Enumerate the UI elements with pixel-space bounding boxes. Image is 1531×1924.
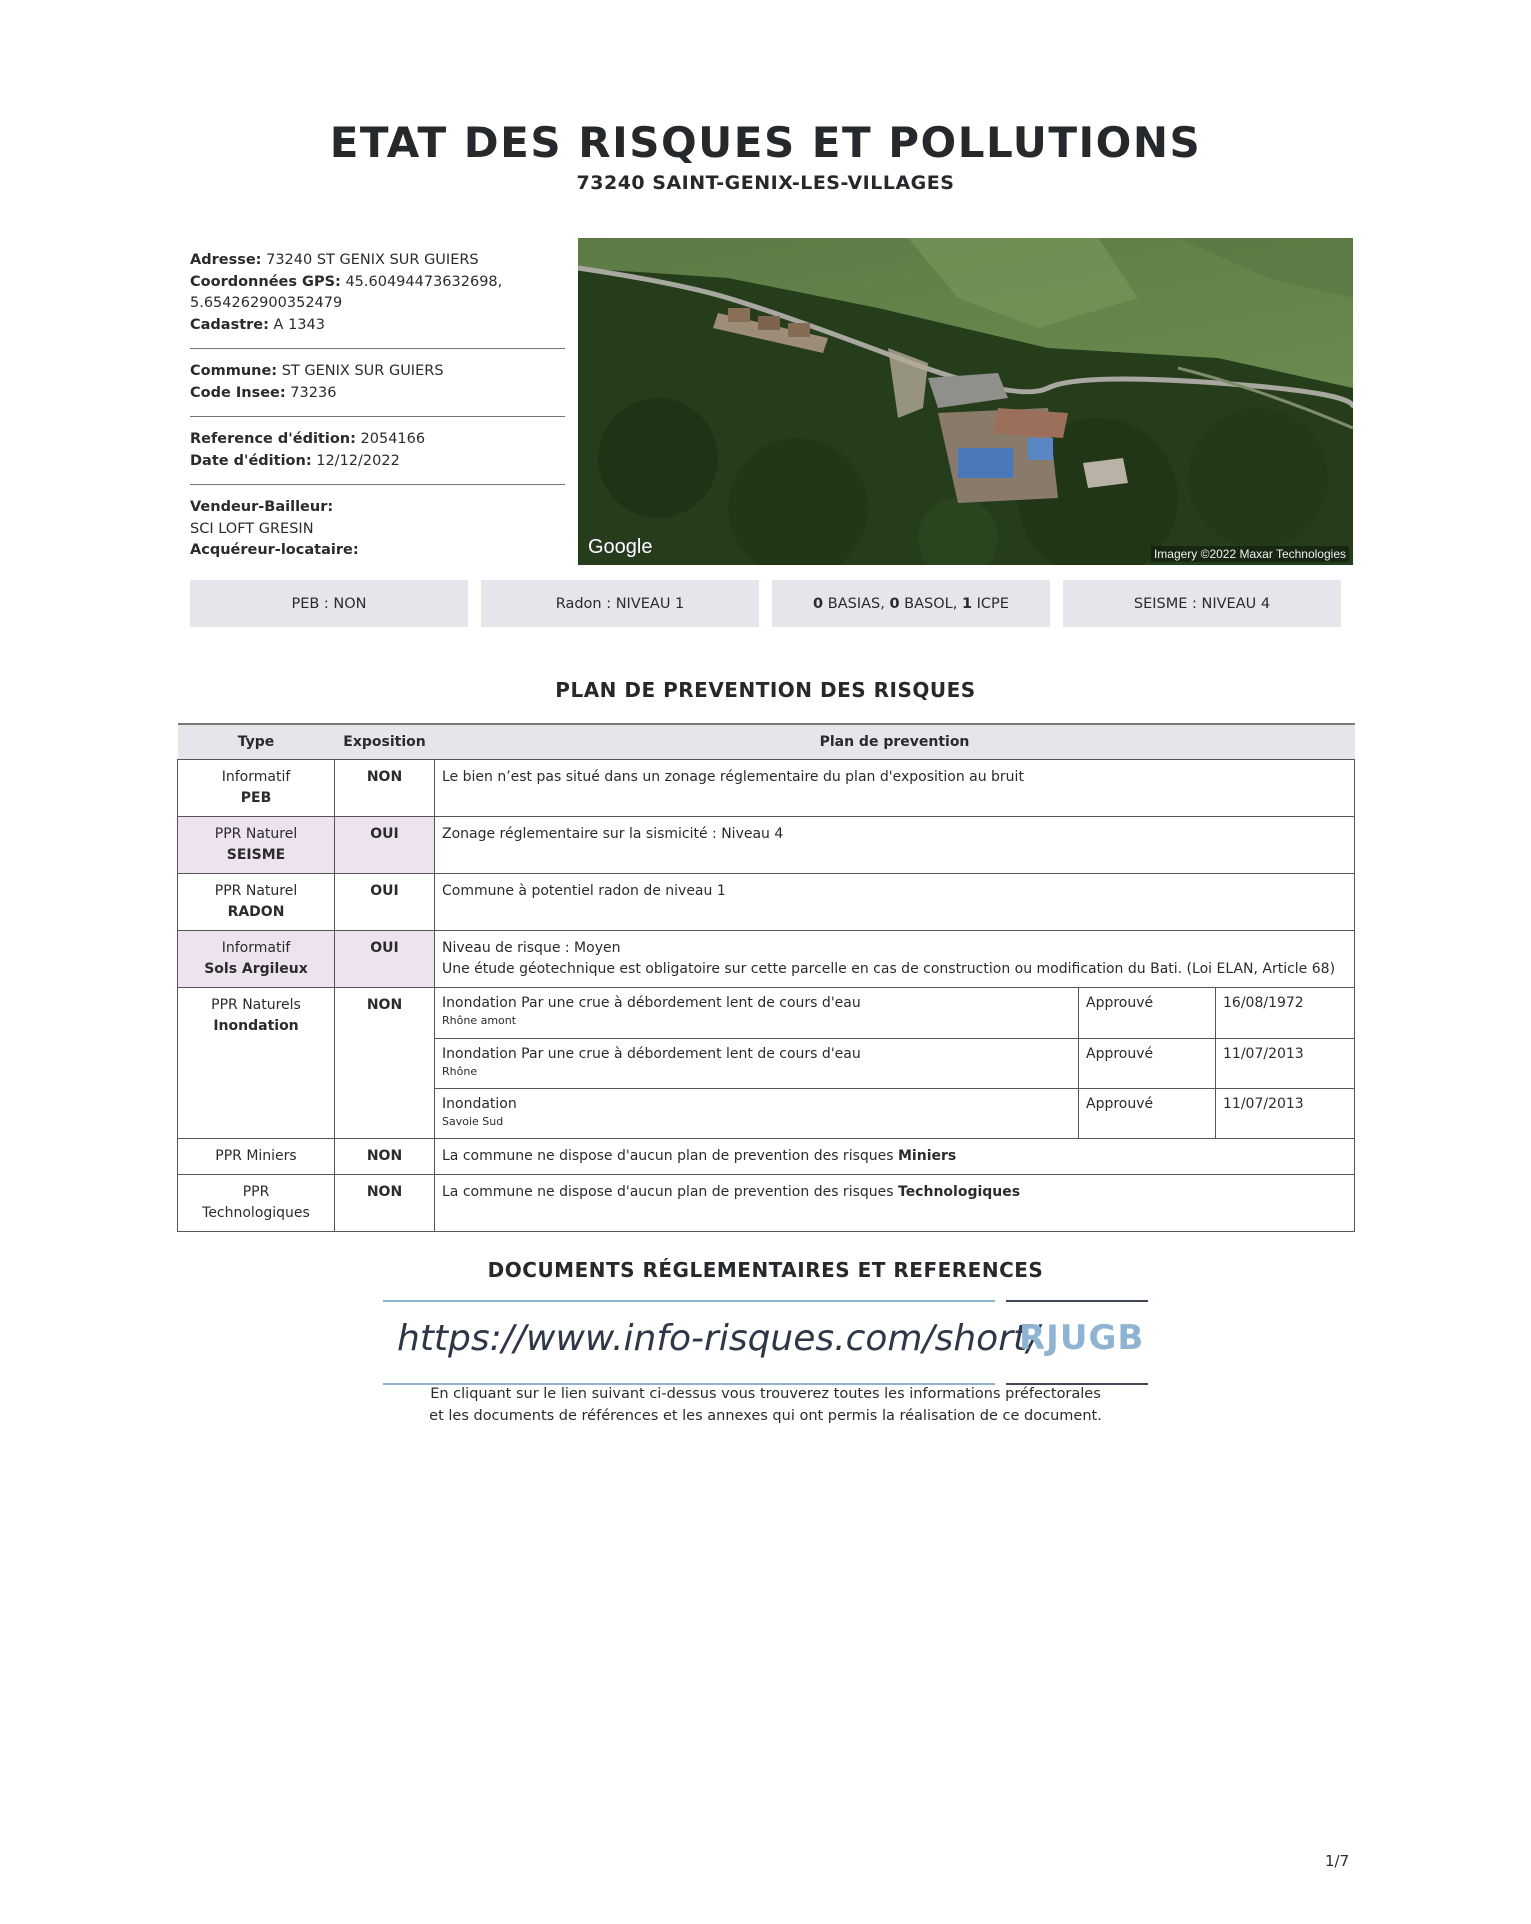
expo-cell: NON bbox=[335, 760, 435, 817]
divider bbox=[383, 1300, 995, 1302]
vendeur-label: Vendeur-Bailleur: bbox=[190, 499, 334, 515]
commune-group bbox=[190, 361, 565, 416]
type-name: RADON bbox=[227, 904, 285, 920]
sub-row bbox=[435, 988, 1354, 1038]
type-label: PPR Naturel bbox=[214, 883, 298, 899]
pollution-badge bbox=[772, 580, 1050, 627]
seisme-badge: SEISME : NIVEAU 4 bbox=[1063, 580, 1341, 627]
commune-line bbox=[190, 361, 565, 383]
date-value: 12/12/2022 bbox=[316, 452, 400, 469]
type-cell bbox=[178, 874, 335, 931]
adresse-value: 73240 ST GENIX SUR GUIERS bbox=[266, 252, 479, 268]
basias-count: 0 bbox=[813, 595, 824, 612]
gps-line bbox=[190, 272, 565, 294]
risk-level: Niveau de risque : Moyen bbox=[442, 940, 621, 956]
insee-line bbox=[190, 383, 565, 405]
plan-date: 16/08/1972 bbox=[1216, 988, 1355, 1038]
plan-text: La commune ne dispose d'aucun plan de prevention des risques bbox=[442, 1148, 898, 1164]
adresse-label: Adresse: bbox=[190, 252, 262, 268]
table-row bbox=[178, 988, 1355, 1139]
plan-cell: Zonage réglementaire sur la sismicité : Niveau 4 bbox=[435, 817, 1355, 874]
plan-subtitle: Rhône bbox=[442, 1064, 478, 1078]
plan-text: La commune ne dispose d'aucun plan de prevention des risques bbox=[442, 1184, 898, 1200]
cadastre-value: A 1343 bbox=[273, 316, 325, 333]
map-imagery bbox=[578, 238, 1353, 565]
peb-badge: PEB : NON bbox=[190, 580, 468, 627]
cadastre-label: Cadastre: bbox=[190, 316, 269, 333]
divider bbox=[1006, 1300, 1148, 1302]
edition-group bbox=[190, 429, 565, 484]
table-row bbox=[178, 874, 1355, 931]
page-title: ETAT DES RISQUES ET POLLUTIONS bbox=[329, 118, 1202, 167]
expo-cell: OUI bbox=[335, 931, 435, 988]
plan-title-text: Inondation bbox=[442, 1095, 517, 1112]
sub-row bbox=[435, 1038, 1354, 1088]
plan-text-bold: Miniers bbox=[898, 1148, 957, 1164]
plan-subtitle: Savoie Sud bbox=[442, 1114, 504, 1128]
type-cell bbox=[178, 988, 335, 1139]
ppr-section-title: PLAN DE PREVENTION DES RISQUES bbox=[555, 678, 976, 702]
plan-date: 11/07/2013 bbox=[1216, 1088, 1355, 1138]
type-name: Inondation bbox=[213, 1018, 299, 1034]
header-type: Type bbox=[178, 724, 335, 760]
ref-value: 2054166 bbox=[360, 431, 426, 447]
plan-status: Approuvé bbox=[1079, 1038, 1216, 1088]
type-label: Informatif bbox=[221, 940, 291, 956]
basol-count: 0 bbox=[889, 595, 900, 612]
cadastre-line bbox=[190, 315, 565, 337]
commune-value: ST GENIX SUR GUIERS bbox=[281, 363, 444, 379]
location-group bbox=[190, 250, 565, 348]
ppr-table bbox=[177, 723, 1355, 1232]
plan-subtitle: Rhône amont bbox=[442, 1014, 517, 1027]
divider bbox=[190, 348, 565, 349]
plan-cell bbox=[435, 1175, 1355, 1232]
plan-title bbox=[435, 1038, 1079, 1088]
plan-status: Approuvé bbox=[1079, 988, 1216, 1038]
expo-cell: OUI bbox=[335, 874, 435, 931]
acquereur-label: Acquéreur-locataire: bbox=[190, 542, 359, 558]
commune-label: Commune: bbox=[190, 363, 278, 379]
plan-title bbox=[435, 1088, 1079, 1138]
reference-note bbox=[0, 1384, 1531, 1427]
header-plan: Plan de prevention bbox=[435, 724, 1355, 760]
page-number: 1/7 bbox=[1325, 1852, 1350, 1870]
gps-line-2: 5.654262900352479 bbox=[190, 295, 343, 311]
inondation-subtable bbox=[435, 988, 1354, 1138]
divider bbox=[190, 416, 565, 417]
plan-date: 11/07/2013 bbox=[1216, 1038, 1355, 1088]
reference-code[interactable]: RJUGB bbox=[1019, 1318, 1145, 1358]
type-label: PPR Naturels bbox=[211, 997, 301, 1013]
plan-title-text: Inondation Par une crue à débordement lent de cours d'eau bbox=[442, 1045, 861, 1062]
reference-link[interactable] bbox=[383, 1300, 1148, 1385]
satellite-map[interactable] bbox=[578, 238, 1353, 565]
icpe-count: 1 bbox=[961, 595, 973, 612]
insee-value: 73236 bbox=[290, 384, 337, 401]
date-label: Date d'édition: bbox=[190, 452, 312, 469]
page-subtitle: 73240 SAINT-GENIX-LES-VILLAGES bbox=[576, 172, 955, 194]
note-line: En cliquant sur le lien suivant ci-dessus vous trouverez toutes les informations préfectorales bbox=[430, 1386, 1101, 1402]
gps-label: Coordonnées GPS: bbox=[190, 273, 341, 290]
radon-badge: Radon : NIVEAU 1 bbox=[481, 580, 759, 627]
table-row bbox=[178, 931, 1355, 988]
ref-line bbox=[190, 429, 565, 451]
type-name: Sols Argileux bbox=[204, 961, 308, 977]
type-label: PPR bbox=[242, 1184, 270, 1200]
plan-cell: Le bien n’est pas situé dans un zonage réglementaire du plan d'exposition au bruit bbox=[435, 760, 1355, 817]
table-row bbox=[178, 1175, 1355, 1232]
plan-cell: Commune à potentiel radon de niveau 1 bbox=[435, 874, 1355, 931]
gps-value-1: 45.60494473632698, bbox=[345, 273, 503, 290]
risk-note: Une étude géotechnique est obligatoire sur cette parcelle en cas de construction ou modification du Bati. (Loi ELAN, Article 68) bbox=[442, 961, 1336, 977]
table-row bbox=[178, 1139, 1355, 1175]
plan-cell bbox=[435, 1139, 1355, 1175]
plan-cell bbox=[435, 931, 1355, 988]
type-cell bbox=[178, 1175, 335, 1232]
type-cell bbox=[178, 760, 335, 817]
imagery-credit: Imagery ©2022 Maxar Technologies bbox=[1151, 546, 1349, 562]
table-row bbox=[178, 760, 1355, 817]
plan-cell bbox=[435, 988, 1355, 1139]
divider bbox=[190, 484, 565, 485]
expo-cell: OUI bbox=[335, 817, 435, 874]
type-cell bbox=[178, 817, 335, 874]
expo-cell: NON bbox=[335, 1139, 435, 1175]
plan-title-text: Inondation Par une crue à débordement lent de cours d'eau bbox=[442, 995, 861, 1011]
basol-label: BASOL, bbox=[899, 595, 962, 612]
plan-text-bold: Technologiques bbox=[898, 1184, 1021, 1200]
docs-section-title: DOCUMENTS RÉGLEMENTAIRES ET REFERENCES bbox=[487, 1258, 1044, 1282]
summary-badges bbox=[190, 580, 1342, 627]
note-line: et les documents de références et les annexes qui ont permis la réalisation de ce document. bbox=[429, 1407, 1102, 1424]
type-name: PEB bbox=[240, 790, 272, 806]
type-name: Technologiques bbox=[202, 1205, 310, 1221]
expo-cell: NON bbox=[335, 1175, 435, 1232]
expo-cell: NON bbox=[335, 988, 435, 1139]
type-label: Informatif bbox=[221, 769, 291, 785]
table-header bbox=[178, 724, 1355, 760]
date-line bbox=[190, 451, 565, 473]
property-info bbox=[190, 250, 565, 574]
adresse-line bbox=[190, 250, 565, 272]
basias-label: BASIAS, bbox=[823, 595, 890, 612]
reference-url[interactable]: https://www.info-risques.com/short/ bbox=[397, 1318, 1040, 1359]
plan-title bbox=[435, 988, 1079, 1038]
table-row bbox=[178, 817, 1355, 874]
type-cell bbox=[178, 931, 335, 988]
type-label: PPR Naturel bbox=[214, 826, 298, 842]
type-cell: PPR Miniers bbox=[178, 1139, 335, 1175]
sub-row bbox=[435, 1088, 1354, 1138]
ref-label: Reference d'édition: bbox=[190, 431, 356, 447]
parties-group bbox=[190, 497, 565, 574]
google-logo: Google bbox=[588, 536, 653, 558]
header-exposition: Exposition bbox=[335, 724, 435, 760]
plan-status: Approuvé bbox=[1079, 1088, 1216, 1138]
icpe-label: ICPE bbox=[972, 595, 1009, 612]
type-name: SEISME bbox=[226, 847, 286, 863]
vendeur-value: SCI LOFT GRESIN bbox=[190, 520, 314, 537]
insee-label: Code Insee: bbox=[190, 384, 286, 401]
